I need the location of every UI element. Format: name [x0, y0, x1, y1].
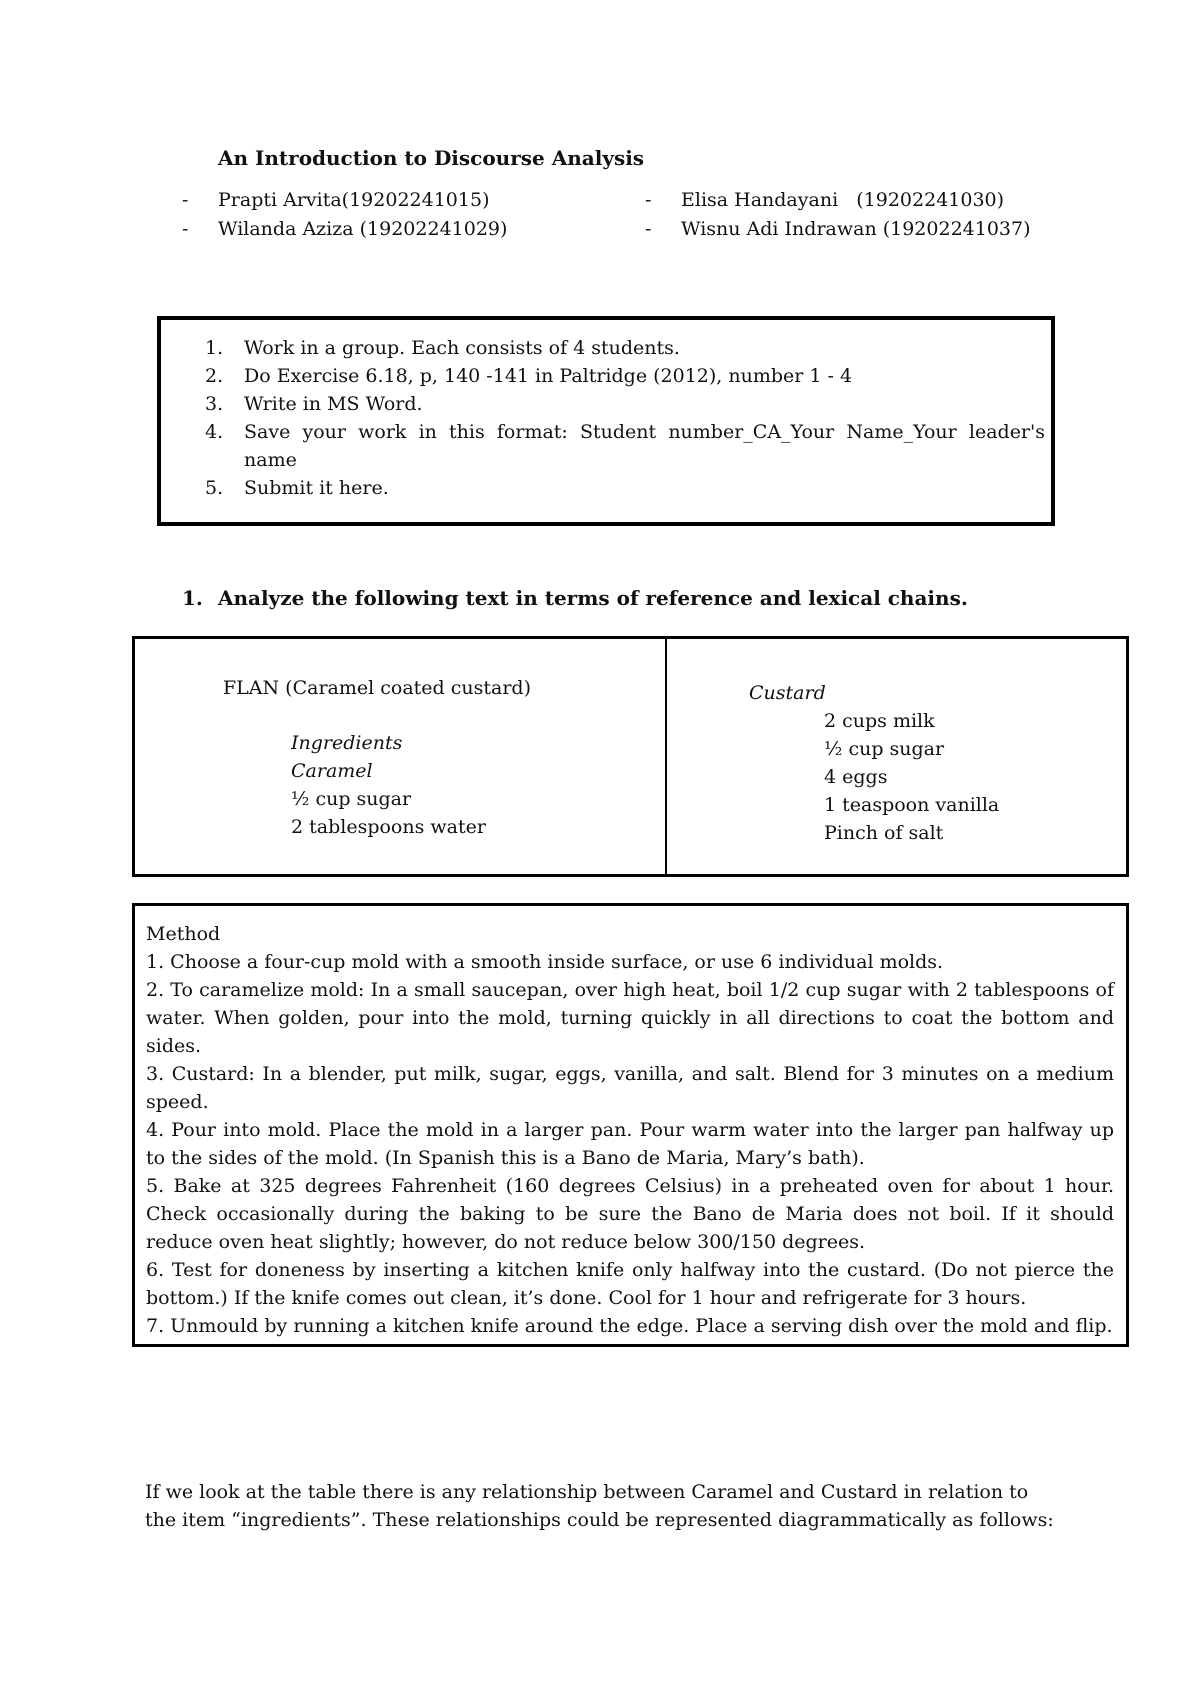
custard-item: ½ cup sugar: [824, 738, 945, 760]
member-dash: -: [182, 218, 189, 240]
instruction-item: [205, 474, 1045, 502]
caramel-heading: Caramel: [291, 760, 373, 782]
custard-item: 4 eggs: [824, 766, 888, 788]
method-step: 3. Custard: In a blender, put milk, sugar, eggs, vanilla, and salt. Blend for 3 minutes on a medium speed.: [146, 1063, 1114, 1113]
instructions-list: [205, 334, 1045, 502]
instruction-text: Work in a group. Each consists of 4 students.: [244, 337, 680, 359]
ingredients-heading: Ingredients: [291, 732, 403, 754]
instruction-number: 3.: [205, 393, 224, 415]
member-entry: [645, 186, 1031, 215]
instruction-item: [205, 362, 1045, 390]
member-name: Elisa Handayani (19202241030): [681, 189, 1005, 211]
ingredients-left-cell: [135, 639, 667, 874]
ingredients-right-cell: [667, 639, 1126, 874]
instruction-number: 1.: [205, 337, 224, 359]
method-step: 2. To caramelize mold: In a small saucepan, over high heat, boil 1/2 cup sugar with 2 tablespoons of water. When golden, pour into the mold, turning quickly in all directions to coat the bottom and sides.: [146, 979, 1114, 1057]
custard-item: 2 cups milk: [824, 710, 935, 732]
method-box: [132, 903, 1129, 1347]
question-text: Analyze the following text in terms of reference and lexical chains.: [218, 586, 968, 610]
closing-text: If we look at the table there is any relationship between Caramel and Custard in relation to the item “ingredients”. These relationships could be represented diagrammatically as follows:: [145, 1481, 1054, 1531]
instruction-text: Save your work in this format: Student number_CA_Your Name_Your leader's name: [244, 421, 1045, 471]
member-entry: [645, 215, 1031, 244]
instruction-text: Write in MS Word.: [244, 393, 423, 415]
method-step: 1. Choose a four-cup mold with a smooth inside surface, or use 6 individual molds.: [146, 951, 944, 973]
instruction-number: 4.: [205, 421, 224, 443]
method-step: 6. Test for doneness by inserting a kitchen knife only halfway into the custard. (Do not pierce the bottom.) If the knife comes out clean, it’s done. Cool for 1 hour and refrigerate for 3 hours.: [146, 1259, 1114, 1309]
instruction-item: [205, 334, 1045, 362]
member-dash: -: [645, 218, 652, 240]
custard-block: [824, 707, 999, 847]
member-dash: -: [645, 189, 652, 211]
custard-item: Pinch of salt: [824, 822, 944, 844]
members-left: [182, 186, 507, 244]
instruction-item: [205, 418, 1045, 474]
custard-heading-block: [749, 679, 826, 707]
instruction-number: 2.: [205, 365, 224, 387]
member-entry: [182, 215, 507, 244]
instruction-item: [205, 390, 1045, 418]
method-heading: Method: [146, 923, 221, 945]
caramel-block: [291, 729, 486, 841]
custard-item: 1 teaspoon vanilla: [824, 794, 1000, 816]
member-name: Wisnu Adi Indrawan (19202241037): [681, 218, 1031, 240]
ingredients-table: [132, 636, 1129, 877]
instructions-box: [157, 316, 1055, 526]
method-step: 7. Unmould by running a kitchen knife around the edge. Place a serving dish over the mold and flip.: [146, 1315, 1113, 1337]
instruction-text: Do Exercise 6.18, p, 140 -141 in Paltridge (2012), number 1 - 4: [244, 365, 853, 387]
member-dash: -: [182, 189, 189, 211]
question-heading: [182, 586, 968, 610]
member-name: Prapti Arvita(19202241015): [218, 189, 490, 211]
custard-heading: Custard: [749, 682, 826, 704]
method-step: 4. Pour into mold. Place the mold in a larger pan. Pour warm water into the larger pan halfway up to the sides of the mold. (In Spanish this is a Bano de Maria, Mary’s bath).: [146, 1119, 1114, 1169]
caramel-item: ½ cup sugar: [291, 788, 412, 810]
closing-paragraph: [145, 1478, 1065, 1534]
member-name: Wilanda Aziza (19202241029): [218, 218, 508, 240]
instruction-number: 5.: [205, 477, 224, 499]
instruction-text: Submit it here.: [244, 477, 389, 499]
member-entry: [182, 186, 507, 215]
document-title: An Introduction to Discourse Analysis: [218, 146, 645, 170]
recipe-title: FLAN (Caramel coated custard): [223, 677, 531, 699]
caramel-item: 2 tablespoons water: [291, 816, 486, 838]
method-step: 5. Bake at 325 degrees Fahrenheit (160 degrees Celsius) in a preheated oven for about 1 hour. Check occasionally during the baking to be sure the Bano de Maria does not boil. If it should reduce oven heat slightly; however, do not reduce below 300/150 degrees.: [146, 1175, 1114, 1253]
members-right: [645, 186, 1031, 244]
question-number: 1.: [182, 586, 203, 610]
